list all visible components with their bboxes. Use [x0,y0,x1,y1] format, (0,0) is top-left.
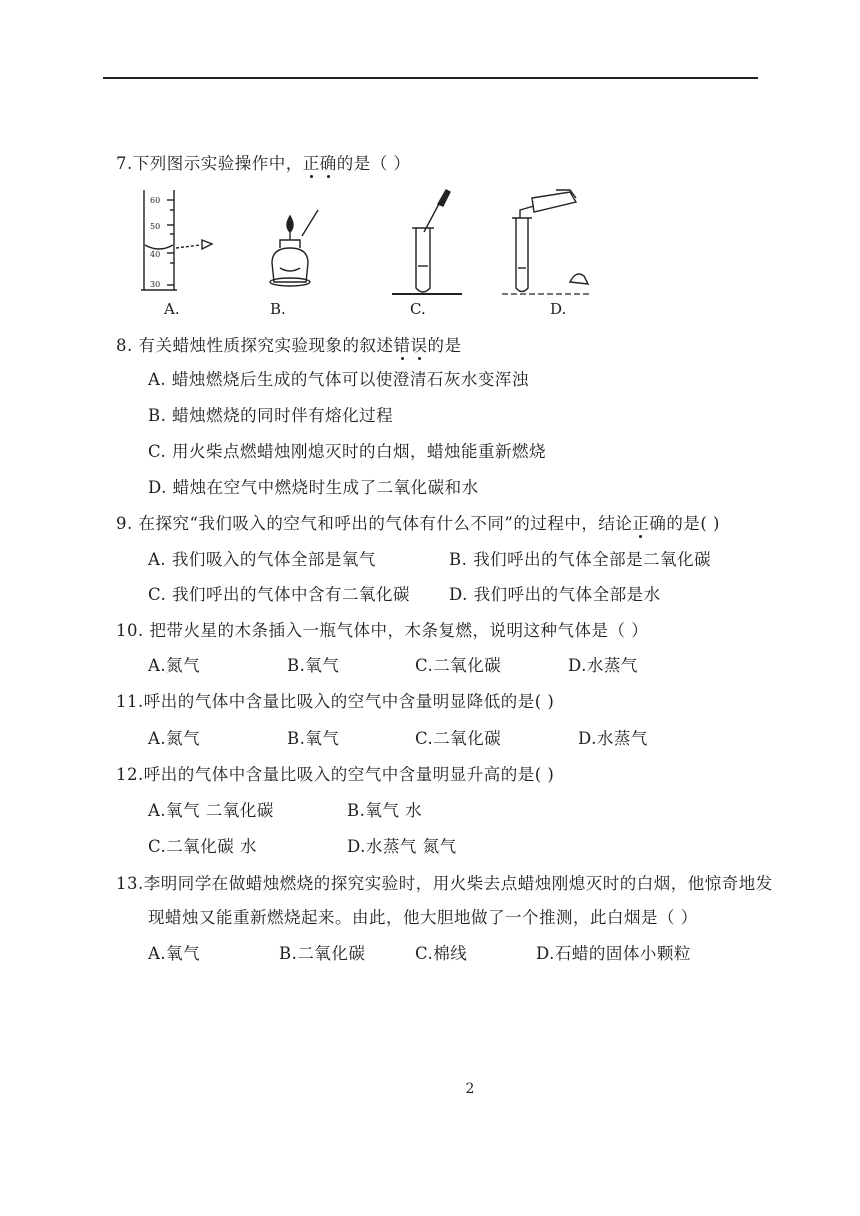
option-d-label: D. [550,300,567,318]
question-10-stem: 10. 把带火星的木条插入一瓶气体中，木条复燃，说明这种气体是（ ） [116,621,649,640]
question-11-option-c: C.二氧化碳 [415,729,502,748]
question-7-stem [116,153,411,175]
question-8-text: 8. 有关蜡烛性质探究实验现象的叙述 [116,336,394,355]
question-12-option-d: D.水蒸气 氮气 [347,837,457,856]
option-c-label: C. [410,300,426,318]
emphasis-mark: 正 [302,154,320,173]
question-9-option-b: B. 我们呼出的气体全部是二氧化碳 [449,550,712,569]
pouring-liquid-into-test-tube [502,190,590,294]
question-13-option-b: B.二氧化碳 [279,944,366,963]
dropper-into-test-tube [392,190,462,294]
question-9-option-c: C. 我们呼出的气体中含有二氧化碳 [148,585,411,604]
page-number: 2 [465,1081,475,1097]
emphasis-mark: 正 [632,514,650,533]
question-7-figure [130,188,610,316]
question-12-option-a: A.氧气 二氧化碳 [148,801,274,820]
emphasis-mark: 误 [410,336,428,355]
question-12-stem: 12.呼出的气体中含量比吸入的空气中含量明显升高的是( ) [116,765,555,784]
question-11-option-b: B.氧气 [287,729,340,748]
question-8-text-end: 的是 [427,336,462,355]
question-7-text: 7.下列图示实验操作中， [116,154,303,173]
alcohol-lamp-lighting [270,210,318,286]
question-10-option-b: B.氧气 [287,656,340,675]
question-11-option-d: D.水蒸气 [578,729,648,748]
header-rule [103,77,758,79]
question-12-option-b: B.氧气 水 [347,801,423,820]
cylinder-scale-tick-label: 60 [150,196,161,205]
option-a-label: A. [164,300,180,318]
question-7-text-end: 的是（ ） [336,154,411,173]
question-13-stem-line-1: 13.李明同学在做蜡烛燃烧的探究实验时，用火柴去点蜡烛刚熄灭时的白烟，他惊奇地发 [116,874,773,893]
question-9-option-d: D. 我们呼出的气体全部是水 [449,585,661,604]
question-13-option-a: A.氧气 [148,944,201,963]
question-8-option-a: A. 蜡烛燃烧后生成的气体可以使澄清石灰水变浑浊 [148,370,529,389]
question-13-stem-line-2: 现蜡烛又能重新燃烧起来。由此，他大胆地做了一个推测，此白烟是（ ） [148,908,698,927]
question-8-option-b: B. 蜡烛燃烧的同时伴有熔化过程 [148,406,394,425]
question-9-stem [116,513,720,535]
question-13-option-d: D.石蜡的固体小颗粒 [536,944,691,963]
emphasis-mark: 错 [393,336,411,355]
question-10-option-d: D.水蒸气 [568,656,638,675]
question-13-option-c: C.棉线 [415,944,468,963]
option-b-label: B. [270,300,286,318]
question-10-option-c: C.二氧化碳 [415,656,502,675]
question-8-option-d: D. 蜡烛在空气中燃烧时生成了二氧化碳和水 [148,478,479,497]
question-12-option-c: C.二氧化碳 水 [148,837,258,856]
cylinder-scale-tick-label: 40 [150,250,161,259]
question-8-option-c: C. 用火柴点燃蜡烛刚熄灭时的白烟，蜡烛能重新燃烧 [148,442,547,461]
question-11-option-a: A.氮气 [148,729,201,748]
cylinder-scale-tick-label: 30 [150,280,161,289]
question-10-option-a: A.氮气 [148,656,201,675]
question-9-text-end: 确的是( ) [649,514,720,533]
question-8-stem [116,335,462,357]
emphasis-mark: 确 [319,154,337,173]
cylinder-scale-tick-label: 50 [150,222,161,231]
question-9-text: 9. 在探究“我们吸入的空气和呼出的气体有什么不同”的过程中，结论 [116,514,633,533]
lab-operations-illustration [130,188,610,316]
question-9-option-a: A. 我们吸入的气体全部是氧气 [148,550,376,569]
question-11-stem: 11.呼出的气体中含量比吸入的空气中含量明显降低的是( ) [116,692,555,711]
